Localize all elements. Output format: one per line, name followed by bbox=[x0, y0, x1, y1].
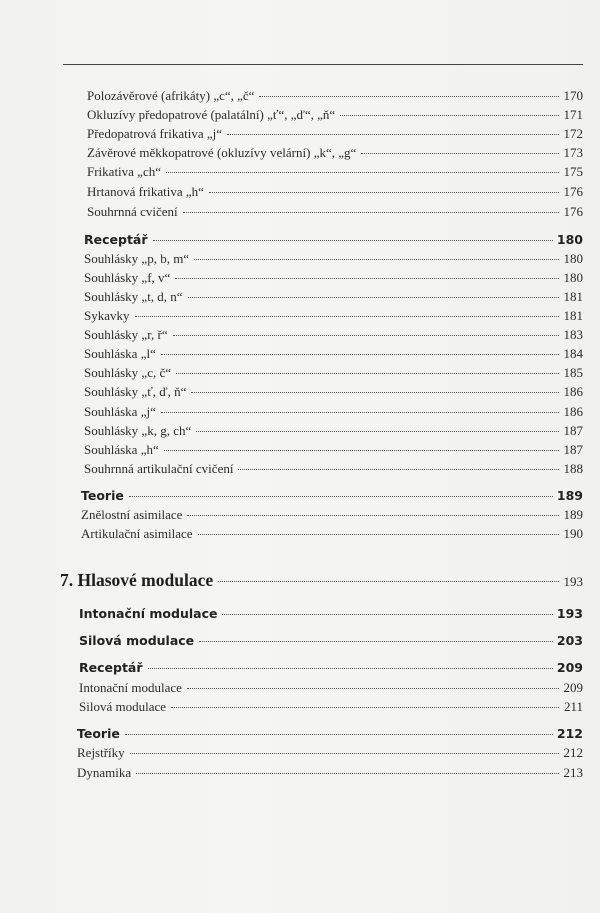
toc-entry bbox=[84, 270, 583, 286]
toc-entry-page: 189 bbox=[556, 488, 583, 503]
toc-entry-label: Teorie bbox=[81, 488, 124, 503]
toc-entry-page: 212 bbox=[556, 726, 583, 741]
toc-leader-dots bbox=[199, 641, 553, 642]
toc-entry bbox=[79, 680, 583, 696]
toc-leader-dots bbox=[259, 96, 559, 97]
toc-entry-page: 175 bbox=[563, 164, 583, 179]
toc-entry-page: 193 bbox=[563, 574, 583, 589]
toc-entry-page: 183 bbox=[563, 327, 583, 342]
toc-chapter-heading bbox=[60, 570, 583, 591]
toc-entry-label: Souhlásky „r, ř“ bbox=[84, 327, 168, 342]
toc-section-heading bbox=[84, 232, 583, 247]
toc-entry-label: Předopatrová frikativa „j“ bbox=[87, 126, 222, 141]
toc-entry-label: Frikativa „ch“ bbox=[87, 164, 161, 179]
toc-entry-page: 172 bbox=[563, 126, 583, 141]
toc-entry-page: 209 bbox=[563, 680, 583, 695]
toc-leader-dots bbox=[187, 688, 559, 689]
toc-leader-dots bbox=[187, 515, 559, 516]
toc-entry-label: Silová modulace bbox=[79, 633, 195, 648]
toc-entry bbox=[87, 184, 583, 200]
toc-entry-label: Rejstříky bbox=[77, 745, 125, 760]
toc-entry-label: Znělostní asimilace bbox=[81, 507, 183, 522]
toc-entry-page: 181 bbox=[563, 308, 583, 323]
toc-leader-dots bbox=[175, 278, 559, 279]
toc-entry bbox=[84, 327, 583, 343]
toc-entry-page: 193 bbox=[556, 606, 583, 621]
toc-leader-dots bbox=[194, 259, 559, 260]
toc-entry bbox=[84, 251, 583, 267]
toc-leader-dots bbox=[161, 412, 559, 413]
toc-entry bbox=[81, 507, 583, 523]
toc-entry-page: 209 bbox=[556, 660, 583, 675]
toc-leader-dots bbox=[135, 316, 560, 317]
toc-entry-label: Souhláska „j“ bbox=[84, 404, 156, 419]
toc-entry-page: 212 bbox=[563, 745, 583, 760]
toc-entry-page: 190 bbox=[563, 526, 583, 541]
toc-entry-label: Souhláska „h“ bbox=[84, 442, 159, 457]
toc-leader-dots bbox=[222, 614, 552, 615]
toc-entry-page: 170 bbox=[563, 88, 583, 103]
toc-leader-dots bbox=[198, 534, 559, 535]
toc-entry bbox=[79, 699, 583, 715]
toc-entry-label: Závěrové měkkopatrové (okluzívy velární) „k“, „g“ bbox=[87, 145, 357, 160]
toc-leader-dots bbox=[136, 773, 559, 774]
toc-entry-page: 188 bbox=[563, 461, 583, 476]
toc-leader-dots bbox=[166, 172, 559, 173]
toc-entry-label: Intonační modulace bbox=[79, 680, 182, 695]
toc-leader-dots bbox=[153, 240, 553, 241]
toc-entry-label: Hrtanová frikativa „h“ bbox=[87, 184, 204, 199]
toc-entry bbox=[84, 384, 583, 400]
toc-entry-label: Souhrnná cvičení bbox=[87, 204, 178, 219]
toc-leader-dots bbox=[340, 115, 559, 116]
toc-leader-dots bbox=[125, 734, 553, 735]
toc-entry-page: 176 bbox=[563, 204, 583, 219]
toc-entry-page: 184 bbox=[563, 346, 583, 361]
toc-entry bbox=[84, 308, 583, 324]
toc-section-heading bbox=[79, 606, 583, 621]
toc-section-heading bbox=[79, 633, 583, 648]
toc-section-heading bbox=[79, 660, 583, 675]
toc-entry bbox=[77, 745, 583, 761]
toc-entry-label: Souhlásky „ť, ď, ň“ bbox=[84, 384, 187, 399]
toc-entry-label: Souhláska „l“ bbox=[84, 346, 156, 361]
toc-entry-label: Okluzívy předopatrové (palatální) „ť“, „ď“, „ň“ bbox=[87, 107, 336, 122]
toc-entry-page: 180 bbox=[556, 232, 583, 247]
toc-entry bbox=[84, 423, 583, 439]
toc-entry-label: Silová modulace bbox=[79, 699, 167, 714]
toc-entry-page: 203 bbox=[556, 633, 583, 648]
toc-leader-dots bbox=[218, 581, 559, 582]
toc-entry-page: 180 bbox=[563, 251, 583, 266]
toc-entry bbox=[84, 404, 583, 420]
toc-entry-label: Polozávěrové (afrikáty) „c“, „č“ bbox=[87, 88, 255, 103]
toc-entry-label: Sykavky bbox=[84, 308, 130, 323]
toc-entry-label: Dynamika bbox=[77, 765, 132, 780]
toc-entry-label: Souhlásky „c, č“ bbox=[84, 365, 172, 380]
toc-entry-label: Intonační modulace bbox=[79, 606, 218, 621]
toc-leader-dots bbox=[164, 450, 559, 451]
toc-entry-label: Receptář bbox=[84, 232, 148, 247]
toc-leader-dots bbox=[176, 373, 559, 374]
toc-leader-dots bbox=[148, 668, 553, 669]
toc-entry bbox=[87, 204, 583, 220]
toc-entry-label: Souhlásky „t, d, n“ bbox=[84, 289, 183, 304]
toc-entry-page: 173 bbox=[563, 145, 583, 160]
toc-entry bbox=[84, 346, 583, 362]
toc-entry-page: 186 bbox=[563, 384, 583, 399]
toc-section-heading bbox=[77, 726, 583, 741]
toc-entry bbox=[87, 145, 583, 161]
toc-entry-page: 185 bbox=[563, 365, 583, 380]
toc-entry bbox=[84, 289, 583, 305]
toc-entry-page: 213 bbox=[563, 765, 583, 780]
toc-entry-label: Souhrnná artikulační cvičení bbox=[84, 461, 234, 476]
toc-leader-dots bbox=[191, 392, 559, 393]
toc-leader-dots bbox=[209, 192, 559, 193]
toc-entry bbox=[84, 461, 583, 477]
toc-entry bbox=[84, 442, 583, 458]
toc-leader-dots bbox=[196, 431, 559, 432]
toc-entry-label: Teorie bbox=[77, 726, 120, 741]
toc-entry-page: 176 bbox=[563, 184, 583, 199]
toc-leader-dots bbox=[129, 496, 553, 497]
toc-leader-dots bbox=[171, 707, 559, 708]
toc-entry bbox=[87, 126, 583, 142]
toc-entry-label: Souhlásky „f, v“ bbox=[84, 270, 171, 285]
toc-leader-dots bbox=[130, 753, 559, 754]
toc-entry-page: 211 bbox=[563, 699, 583, 714]
toc-section-heading bbox=[81, 488, 583, 503]
toc-entry bbox=[87, 164, 583, 180]
toc-leader-dots bbox=[188, 297, 559, 298]
toc-entry bbox=[87, 107, 583, 123]
toc-entry-label: Artikulační asimilace bbox=[81, 526, 193, 541]
toc-leader-dots bbox=[238, 469, 559, 470]
toc-entry bbox=[77, 765, 583, 781]
toc-entry-label: Receptář bbox=[79, 660, 143, 675]
toc-entry-label: Souhlásky „k, g, ch“ bbox=[84, 423, 192, 438]
toc-entry-page: 171 bbox=[563, 107, 583, 122]
toc-entry-page: 189 bbox=[563, 507, 583, 522]
toc-leader-dots bbox=[361, 153, 559, 154]
toc-entry-page: 186 bbox=[563, 404, 583, 419]
toc-leader-dots bbox=[173, 335, 559, 336]
toc-entry-page: 187 bbox=[563, 442, 583, 457]
toc-leader-dots bbox=[161, 354, 559, 355]
toc-entry bbox=[81, 526, 583, 542]
toc-entry-page: 180 bbox=[563, 270, 583, 285]
toc-entry bbox=[87, 88, 583, 104]
toc-entry-label: 7. Hlasové modulace bbox=[60, 570, 214, 590]
toc-entry bbox=[84, 365, 583, 381]
toc-entry-label: Souhlásky „p, b, m“ bbox=[84, 251, 190, 266]
toc-leader-dots bbox=[227, 134, 559, 135]
toc-leader-dots bbox=[183, 212, 559, 213]
toc-entry-page: 181 bbox=[563, 289, 583, 304]
toc-entry-page: 187 bbox=[563, 423, 583, 438]
